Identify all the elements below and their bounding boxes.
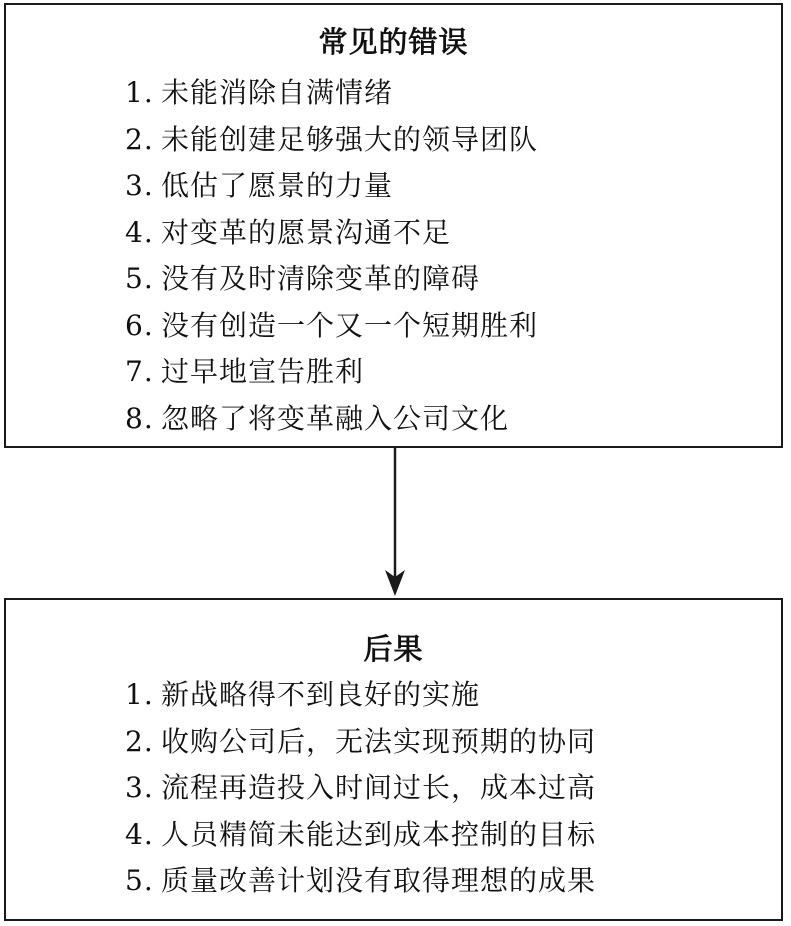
mistake-item [125,256,538,303]
consequence-item [125,765,596,812]
item-number: 6. [125,308,154,342]
item-text: 对变革的愿景沟通不足 [161,215,452,249]
consequence-item [125,812,596,859]
mistake-item [125,70,538,117]
mistakes-title: 常见的错误 [318,25,469,59]
item-number: 1. [125,678,154,711]
consequence-item [125,858,596,905]
item-number: 5. [125,262,154,295]
item-text: 人员精简未能达到成本控制的目标 [161,817,597,851]
consequence-item [125,672,596,719]
mistake-item [125,349,538,396]
mistake-item [125,210,538,257]
item-number: 2. [125,724,154,758]
item-text: 未能创建足够强大的领导团队 [161,122,539,156]
item-text: 新战略得不到良好的实施 [161,678,481,711]
item-text: 收购公司后，无法实现预期的协同 [161,724,597,758]
item-text: 未能消除自满情绪 [161,76,394,109]
item-text: 忽略了将变革融入公司文化 [161,401,510,435]
arrow-head-icon [385,570,405,596]
item-number: 4. [125,215,154,249]
item-number: 7. [125,355,154,388]
item-number: 2. [125,122,154,156]
item-text: 低估了愿景的力量 [161,169,394,202]
item-text: 流程再造投入时间过长，成本过高 [161,771,597,804]
item-text: 过早地宣告胜利 [161,355,365,388]
mistakes-list [125,70,538,442]
item-text: 没有创造一个又一个短期胜利 [161,308,539,342]
mistake-item [125,163,538,210]
consequences-title: 后果 [363,632,424,666]
item-number: 5. [125,864,154,897]
item-number: 3. [125,169,154,202]
item-text: 质量改善计划没有取得理想的成果 [161,864,597,897]
mistake-item [125,117,538,164]
consequence-item [125,719,596,766]
mistakes-box [4,3,783,448]
item-number: 8. [125,401,154,435]
consequences-list [125,672,596,905]
item-text: 没有及时清除变革的障碍 [161,262,481,295]
item-number: 1. [125,76,154,109]
item-number: 4. [125,817,154,851]
mistake-item [125,396,538,443]
item-number: 3. [125,771,154,804]
consequences-box [4,598,783,921]
mistake-item [125,303,538,350]
